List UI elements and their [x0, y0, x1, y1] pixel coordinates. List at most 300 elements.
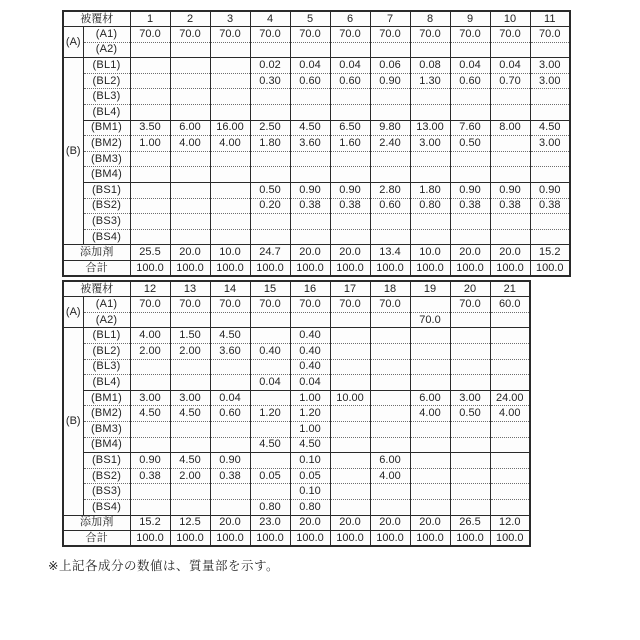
value-cell — [490, 453, 530, 469]
value-cell: 100.0 — [530, 261, 570, 277]
row-label: (A1) — [83, 27, 130, 43]
row-label: (BM1) — [83, 120, 130, 136]
value-cell: 60.0 — [490, 297, 530, 313]
value-cell: 100.0 — [250, 261, 290, 277]
value-cell: 20.0 — [290, 245, 330, 261]
value-cell — [250, 328, 290, 344]
value-cell — [410, 343, 450, 359]
value-cell — [370, 167, 410, 183]
row-label: (BL2) — [83, 343, 130, 359]
value-cell — [330, 89, 370, 105]
value-cell — [450, 499, 490, 515]
value-cell: 4.00 — [370, 468, 410, 484]
value-cell — [410, 437, 450, 453]
value-cell — [130, 89, 170, 105]
column-header: 13 — [170, 281, 210, 297]
value-cell — [490, 214, 530, 230]
value-cell — [530, 151, 570, 167]
value-cell — [490, 437, 530, 453]
value-cell — [170, 73, 210, 89]
column-header: 19 — [410, 281, 450, 297]
table-row — [63, 89, 570, 105]
value-cell — [490, 151, 530, 167]
value-cell: 100.0 — [410, 531, 450, 547]
value-cell: 3.00 — [530, 136, 570, 152]
value-cell: 70.0 — [210, 297, 250, 313]
row-label: (A2) — [83, 312, 130, 328]
value-cell: 1.00 — [290, 390, 330, 406]
value-cell — [490, 167, 530, 183]
value-cell — [370, 343, 410, 359]
row-label: (A1) — [83, 297, 130, 313]
value-cell — [170, 421, 210, 437]
value-cell: 70.0 — [170, 27, 210, 43]
value-cell — [490, 343, 530, 359]
value-cell — [170, 167, 210, 183]
value-cell — [490, 359, 530, 375]
value-cell — [410, 89, 450, 105]
value-cell: 3.00 — [530, 73, 570, 89]
value-cell: 0.50 — [450, 406, 490, 422]
value-cell — [330, 375, 370, 391]
value-cell: 100.0 — [290, 531, 330, 547]
value-cell — [210, 183, 250, 199]
value-cell — [170, 198, 210, 214]
value-cell: 6.00 — [370, 453, 410, 469]
header-label: 被覆材 — [63, 281, 130, 297]
value-cell — [410, 328, 450, 344]
value-cell: 2.50 — [250, 120, 290, 136]
value-cell — [370, 151, 410, 167]
column-header: 21 — [490, 281, 530, 297]
value-cell — [130, 151, 170, 167]
value-cell — [250, 484, 290, 500]
table-row — [63, 198, 570, 214]
value-cell: 70.0 — [290, 27, 330, 43]
value-cell — [330, 468, 370, 484]
value-cell: 24.00 — [490, 390, 530, 406]
value-cell — [370, 328, 410, 344]
value-cell — [130, 484, 170, 500]
group-label: (B) — [63, 328, 83, 515]
value-cell: 70.0 — [450, 27, 490, 43]
value-cell — [370, 42, 410, 58]
value-cell: 100.0 — [370, 531, 410, 547]
value-cell: 100.0 — [370, 261, 410, 277]
row-label: (BM1) — [83, 390, 130, 406]
value-cell: 3.60 — [290, 136, 330, 152]
table-row — [63, 312, 530, 328]
value-cell — [130, 437, 170, 453]
table-row — [63, 359, 530, 375]
value-cell: 100.0 — [210, 261, 250, 277]
value-cell: 24.7 — [250, 245, 290, 261]
column-header: 16 — [290, 281, 330, 297]
value-cell: 2.80 — [370, 183, 410, 199]
value-cell — [290, 229, 330, 245]
column-header: 1 — [130, 11, 170, 27]
column-header: 2 — [170, 11, 210, 27]
column-header: 3 — [210, 11, 250, 27]
value-cell: 0.05 — [250, 468, 290, 484]
value-cell: 0.05 — [290, 468, 330, 484]
value-cell: 70.0 — [210, 27, 250, 43]
value-cell — [450, 89, 490, 105]
column-header: 7 — [370, 11, 410, 27]
column-header: 4 — [250, 11, 290, 27]
value-cell: 3.00 — [530, 58, 570, 74]
value-cell — [170, 312, 210, 328]
table-footer-row — [63, 245, 570, 261]
value-cell — [290, 167, 330, 183]
value-cell: 20.0 — [450, 245, 490, 261]
value-cell: 4.50 — [250, 437, 290, 453]
value-cell: 13.4 — [370, 245, 410, 261]
row-label: (BM3) — [83, 151, 130, 167]
value-cell: 1.80 — [250, 136, 290, 152]
value-cell: 20.0 — [290, 515, 330, 531]
value-cell — [450, 312, 490, 328]
value-cell — [450, 328, 490, 344]
row-label: (BS2) — [83, 468, 130, 484]
value-cell — [450, 437, 490, 453]
row-label: (BS1) — [83, 453, 130, 469]
value-cell — [170, 42, 210, 58]
value-cell — [450, 468, 490, 484]
table-header-row — [63, 281, 530, 297]
value-cell: 4.50 — [290, 437, 330, 453]
value-cell: 100.0 — [290, 261, 330, 277]
value-cell: 0.90 — [370, 73, 410, 89]
value-cell: 0.30 — [250, 73, 290, 89]
value-cell: 100.0 — [410, 261, 450, 277]
value-cell: 70.0 — [250, 297, 290, 313]
table-row — [63, 343, 530, 359]
value-cell — [530, 229, 570, 245]
value-cell: 20.0 — [410, 515, 450, 531]
group-label: (B) — [63, 58, 83, 245]
value-cell — [370, 375, 410, 391]
value-cell — [330, 421, 370, 437]
value-cell — [170, 151, 210, 167]
value-cell — [330, 406, 370, 422]
value-cell — [250, 89, 290, 105]
value-cell: 0.38 — [210, 468, 250, 484]
value-cell: 70.0 — [530, 27, 570, 43]
value-cell: 0.90 — [490, 183, 530, 199]
value-cell — [450, 359, 490, 375]
column-header: 10 — [490, 11, 530, 27]
value-cell — [130, 198, 170, 214]
value-cell — [410, 151, 450, 167]
value-cell: 4.50 — [530, 120, 570, 136]
table-row — [63, 499, 530, 515]
value-cell — [330, 343, 370, 359]
table-row — [63, 120, 570, 136]
value-cell: 0.10 — [290, 453, 330, 469]
value-cell: 0.60 — [370, 198, 410, 214]
value-cell: 100.0 — [490, 531, 530, 547]
value-cell — [130, 105, 170, 121]
value-cell: 70.0 — [410, 312, 450, 328]
value-cell — [170, 105, 210, 121]
table-footer-row — [63, 531, 530, 547]
group-label: (A) — [63, 297, 83, 328]
value-cell — [490, 105, 530, 121]
value-cell — [250, 151, 290, 167]
value-cell — [130, 58, 170, 74]
value-cell: 100.0 — [210, 531, 250, 547]
table-row — [63, 406, 530, 422]
row-label: (BS3) — [83, 214, 130, 230]
value-cell: 0.90 — [130, 453, 170, 469]
value-cell — [370, 390, 410, 406]
value-cell: 0.80 — [410, 198, 450, 214]
value-cell — [370, 406, 410, 422]
value-cell — [130, 359, 170, 375]
value-cell: 0.38 — [490, 198, 530, 214]
column-header: 18 — [370, 281, 410, 297]
value-cell — [130, 183, 170, 199]
value-cell: 70.0 — [490, 27, 530, 43]
value-cell — [170, 183, 210, 199]
row-label: (BL3) — [83, 89, 130, 105]
value-cell — [410, 375, 450, 391]
value-cell: 70.0 — [330, 27, 370, 43]
row-label: (BL1) — [83, 328, 130, 344]
value-cell — [210, 198, 250, 214]
value-cell: 0.08 — [410, 58, 450, 74]
value-cell: 70.0 — [370, 297, 410, 313]
value-cell — [290, 214, 330, 230]
value-cell — [490, 468, 530, 484]
value-cell — [370, 421, 410, 437]
value-cell — [370, 499, 410, 515]
composition-tables — [62, 10, 640, 547]
value-cell — [210, 484, 250, 500]
value-cell — [250, 214, 290, 230]
value-cell: 26.5 — [450, 515, 490, 531]
value-cell: 100.0 — [450, 531, 490, 547]
value-cell — [530, 42, 570, 58]
composition-table-1 — [62, 10, 571, 277]
value-cell: 70.0 — [370, 27, 410, 43]
value-cell — [410, 167, 450, 183]
header-label: 被覆材 — [63, 11, 130, 27]
value-cell — [290, 151, 330, 167]
value-cell: 4.50 — [130, 406, 170, 422]
footer-row-label: 添加剤 — [63, 515, 130, 531]
value-cell — [130, 312, 170, 328]
value-cell — [370, 484, 410, 500]
value-cell — [330, 151, 370, 167]
value-cell — [170, 499, 210, 515]
value-cell: 20.0 — [210, 515, 250, 531]
table-row — [63, 73, 570, 89]
table-row — [63, 484, 530, 500]
value-cell: 70.0 — [450, 297, 490, 313]
value-cell: 7.60 — [450, 120, 490, 136]
value-cell: 100.0 — [450, 261, 490, 277]
value-cell: 4.50 — [170, 453, 210, 469]
value-cell: 15.2 — [530, 245, 570, 261]
group-label: (A) — [63, 27, 83, 58]
column-header: 14 — [210, 281, 250, 297]
column-header: 8 — [410, 11, 450, 27]
value-cell — [450, 42, 490, 58]
row-label: (BM4) — [83, 437, 130, 453]
value-cell: 3.00 — [170, 390, 210, 406]
value-cell — [210, 375, 250, 391]
value-cell — [490, 484, 530, 500]
value-cell — [130, 499, 170, 515]
value-cell — [450, 214, 490, 230]
value-cell — [210, 89, 250, 105]
value-cell: 20.0 — [490, 245, 530, 261]
value-cell — [330, 499, 370, 515]
value-cell — [250, 390, 290, 406]
value-cell — [170, 375, 210, 391]
value-cell: 0.04 — [250, 375, 290, 391]
value-cell — [170, 89, 210, 105]
value-cell: 12.0 — [490, 515, 530, 531]
value-cell: 0.40 — [250, 343, 290, 359]
value-cell — [490, 421, 530, 437]
value-cell: 70.0 — [410, 27, 450, 43]
value-cell — [530, 167, 570, 183]
value-cell — [130, 375, 170, 391]
value-cell — [370, 214, 410, 230]
value-cell: 0.90 — [530, 183, 570, 199]
value-cell — [290, 105, 330, 121]
value-cell: 20.0 — [330, 515, 370, 531]
row-label: (BS4) — [83, 499, 130, 515]
value-cell: 0.38 — [530, 198, 570, 214]
value-cell: 3.00 — [450, 390, 490, 406]
value-cell: 100.0 — [250, 531, 290, 547]
value-cell — [490, 136, 530, 152]
value-cell: 100.0 — [170, 531, 210, 547]
value-cell — [450, 421, 490, 437]
footer-row-label: 合計 — [63, 261, 130, 277]
value-cell: 20.0 — [370, 515, 410, 531]
table-row — [63, 183, 570, 199]
value-cell — [290, 89, 330, 105]
value-cell — [250, 105, 290, 121]
value-cell: 1.20 — [290, 406, 330, 422]
value-cell — [490, 328, 530, 344]
value-cell: 70.0 — [250, 27, 290, 43]
value-cell: 100.0 — [130, 531, 170, 547]
value-cell — [250, 229, 290, 245]
value-cell: 23.0 — [250, 515, 290, 531]
value-cell — [250, 453, 290, 469]
value-cell: 4.00 — [210, 136, 250, 152]
value-cell: 0.80 — [250, 499, 290, 515]
value-cell: 16.00 — [210, 120, 250, 136]
table-row — [63, 136, 570, 152]
value-cell — [170, 359, 210, 375]
row-label: (BM2) — [83, 136, 130, 152]
row-label: (A2) — [83, 42, 130, 58]
value-cell — [330, 484, 370, 500]
value-cell: 1.00 — [290, 421, 330, 437]
value-cell — [250, 42, 290, 58]
value-cell: 1.00 — [130, 136, 170, 152]
value-cell: 1.20 — [250, 406, 290, 422]
value-cell: 100.0 — [130, 261, 170, 277]
row-label: (BL1) — [83, 58, 130, 74]
value-cell — [290, 312, 330, 328]
value-cell: 8.00 — [490, 120, 530, 136]
row-label: (BL2) — [83, 73, 130, 89]
value-cell — [330, 437, 370, 453]
value-cell: 2.40 — [370, 136, 410, 152]
value-cell — [210, 167, 250, 183]
table-footer-row — [63, 261, 570, 277]
column-header: 15 — [250, 281, 290, 297]
value-cell: 3.60 — [210, 343, 250, 359]
value-cell: 0.80 — [290, 499, 330, 515]
value-cell — [170, 214, 210, 230]
value-cell — [210, 151, 250, 167]
value-cell — [250, 167, 290, 183]
value-cell: 15.2 — [130, 515, 170, 531]
value-cell — [410, 359, 450, 375]
column-header: 5 — [290, 11, 330, 27]
column-header: 12 — [130, 281, 170, 297]
value-cell — [210, 312, 250, 328]
value-cell: 0.70 — [490, 73, 530, 89]
value-cell — [450, 453, 490, 469]
value-cell — [210, 421, 250, 437]
row-label: (BM3) — [83, 421, 130, 437]
value-cell — [130, 42, 170, 58]
value-cell: 20.0 — [170, 245, 210, 261]
value-cell — [290, 42, 330, 58]
value-cell — [330, 229, 370, 245]
value-cell: 0.04 — [210, 390, 250, 406]
table-row — [63, 151, 570, 167]
value-cell: 2.00 — [130, 343, 170, 359]
row-label: (BS4) — [83, 229, 130, 245]
value-cell — [530, 89, 570, 105]
value-cell: 0.04 — [330, 58, 370, 74]
value-cell: 3.00 — [130, 390, 170, 406]
value-cell: 0.90 — [210, 453, 250, 469]
value-cell — [210, 359, 250, 375]
value-cell: 70.0 — [330, 297, 370, 313]
value-cell: 4.50 — [210, 328, 250, 344]
value-cell — [410, 421, 450, 437]
value-cell — [330, 42, 370, 58]
value-cell: 4.00 — [490, 406, 530, 422]
value-cell: 100.0 — [330, 261, 370, 277]
value-cell: 100.0 — [490, 261, 530, 277]
value-cell: 70.0 — [170, 297, 210, 313]
value-cell — [330, 167, 370, 183]
value-cell: 4.00 — [170, 136, 210, 152]
table-row — [63, 375, 530, 391]
value-cell — [410, 453, 450, 469]
value-cell — [210, 229, 250, 245]
value-cell — [250, 421, 290, 437]
value-cell — [450, 151, 490, 167]
value-cell: 0.60 — [450, 73, 490, 89]
value-cell — [410, 499, 450, 515]
value-cell: 9.80 — [370, 120, 410, 136]
value-cell: 0.90 — [290, 183, 330, 199]
